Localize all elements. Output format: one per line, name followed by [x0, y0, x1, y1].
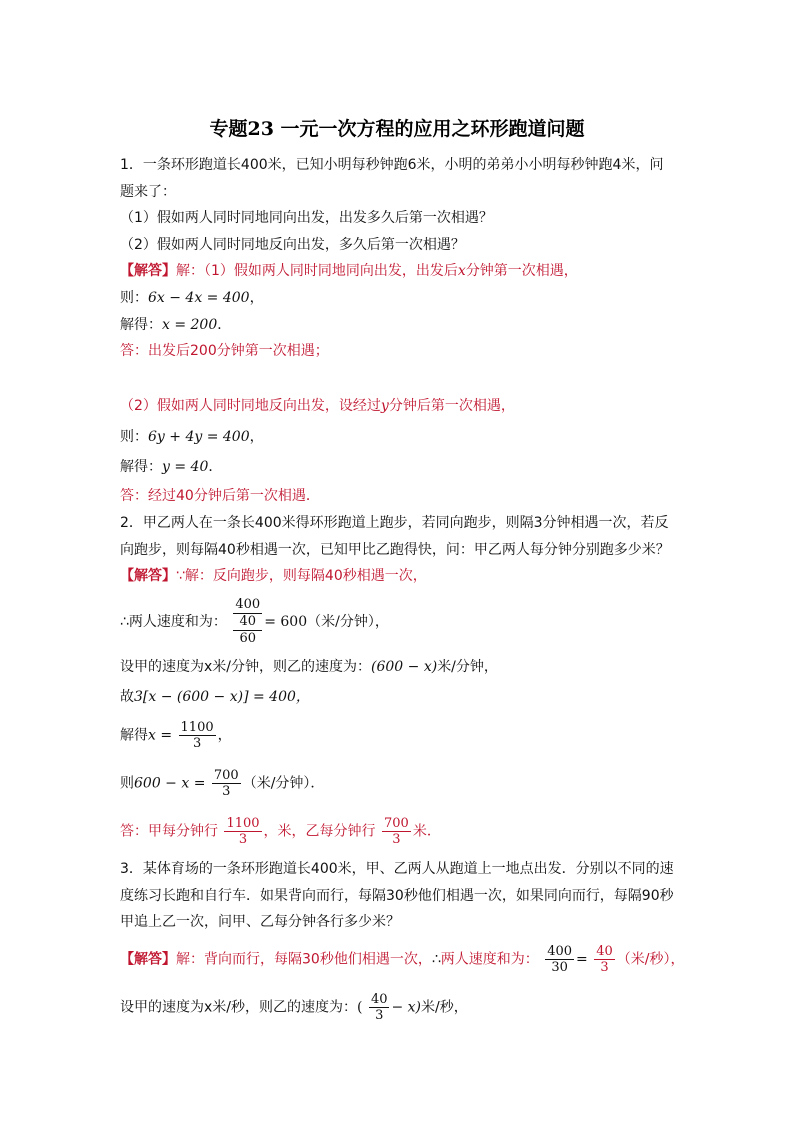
- q3-setup: 设甲的速度为x米/秒，则乙的速度为：( $\frac{40}{3}$ − x)米/秒，: [120, 992, 468, 1023]
- q2-solve-x: 解得x = $\frac{1100}{3}$ ，: [120, 720, 232, 751]
- fraction: $\frac{40}{3}$: [370, 992, 388, 1023]
- fraction: $\frac{40}{3}$: [596, 944, 613, 975]
- q2-solution-intro: 【解答】∵解：反向跑步，则每隔40秒相遇一次，: [120, 568, 427, 584]
- q2-stem-line1: 2．甲乙两人在一条长400米得环形跑道上跑步，若同向跑步，则隔3分钟相遇一次，若反: [120, 515, 669, 531]
- q3-stem-line1: 3．某体育场的一条环形跑道长400米，甲、乙两人从跑道上一地点出发．分别以不同的速: [120, 861, 674, 877]
- q1-stem-line2: 题来了：: [120, 184, 176, 200]
- q1-sub-question-1: （1）假如两人同时同地同向出发，出发多久后第一次相遇？: [120, 210, 493, 226]
- q3-stem-line2: 度练习长跑和自行车．如果背向而行，每隔30秒他们相遇一次，如果同向而行，每隔90秒: [120, 888, 674, 904]
- q2-speed-sum: ∴两人速度和为： 400 40 60 = 600（米/分钟），: [120, 597, 389, 646]
- q1-result-1: 解得：x = 200．: [120, 317, 232, 333]
- q1-stem-line1: 1．一条环形跑道长400米，已知小明每秒钟跑6米，小明的弟弟小小明每秒钟跑4米，问: [120, 157, 664, 173]
- q1-solution-part2: （2）假如两人同时同地反向出发，设经过y分钟后第一次相遇，: [120, 398, 515, 414]
- q1-result-2: 解得：y = 40．: [120, 459, 223, 475]
- q2-compound-fraction: 400 40 60: [235, 597, 261, 646]
- q2-answer: 答：甲每分钟行 $\frac{1100}{3}$ ，米，乙每分钟行 $\frac{700}{3}$ 米．: [120, 816, 441, 847]
- q1-equation-2: 则：6y + 4y = 400，: [120, 429, 264, 445]
- q2-other-speed: 则600 − x = $\frac{700}{3}$ （米/分钟）．: [120, 768, 325, 799]
- q1-sub-question-2: （2）假如两人同时同地反向出发，多久后第一次相遇？: [120, 237, 465, 253]
- q2-stem-line2: 向跑步，则每隔40秒相遇一次，已知甲比乙跑得快，问：甲乙两人每分钟分别跑多少米？: [120, 542, 670, 558]
- q2-setup: 设甲的速度为x米/分钟，则乙的速度为：(600 − x)米/分钟，: [120, 659, 498, 675]
- fraction: $\frac{1100}{3}$: [226, 816, 260, 847]
- page-title: 专题23 一元一次方程的应用之环形跑道问题: [209, 118, 585, 140]
- q1-solution-intro: 【解答】解：（1）假如两人同时同地同向出发，出发后x分钟第一次相遇，: [120, 263, 578, 279]
- q3-stem-line3: 甲追上乙一次，问甲、乙每分钟各行多少米？: [120, 914, 400, 930]
- fraction: $\frac{700}{3}$: [213, 768, 239, 799]
- fraction: $\frac{1100}{3}$: [180, 720, 214, 751]
- q1-equation-1: 则：6x − 4x = 400，: [120, 290, 264, 306]
- q2-equation: 故3[x − (600 − x)] = 400，: [120, 689, 310, 705]
- q3-solution-intro: 【解答】解：背向而行，每隔30秒他们相遇一次，∴两人速度和为： $\frac{400}{30}$ = $\frac{40}{3}$ （米/秒），: [120, 944, 685, 975]
- q1-answer-2: 答：经过40分钟后第一次相遇．: [120, 488, 320, 504]
- fraction: $\frac{400}{30}$: [547, 944, 573, 975]
- fraction: $\frac{700}{3}$: [384, 816, 409, 847]
- answer-tag: 【解答】: [120, 263, 176, 279]
- q1-answer-1: 答：出发后200分钟第一次相遇；: [120, 343, 329, 359]
